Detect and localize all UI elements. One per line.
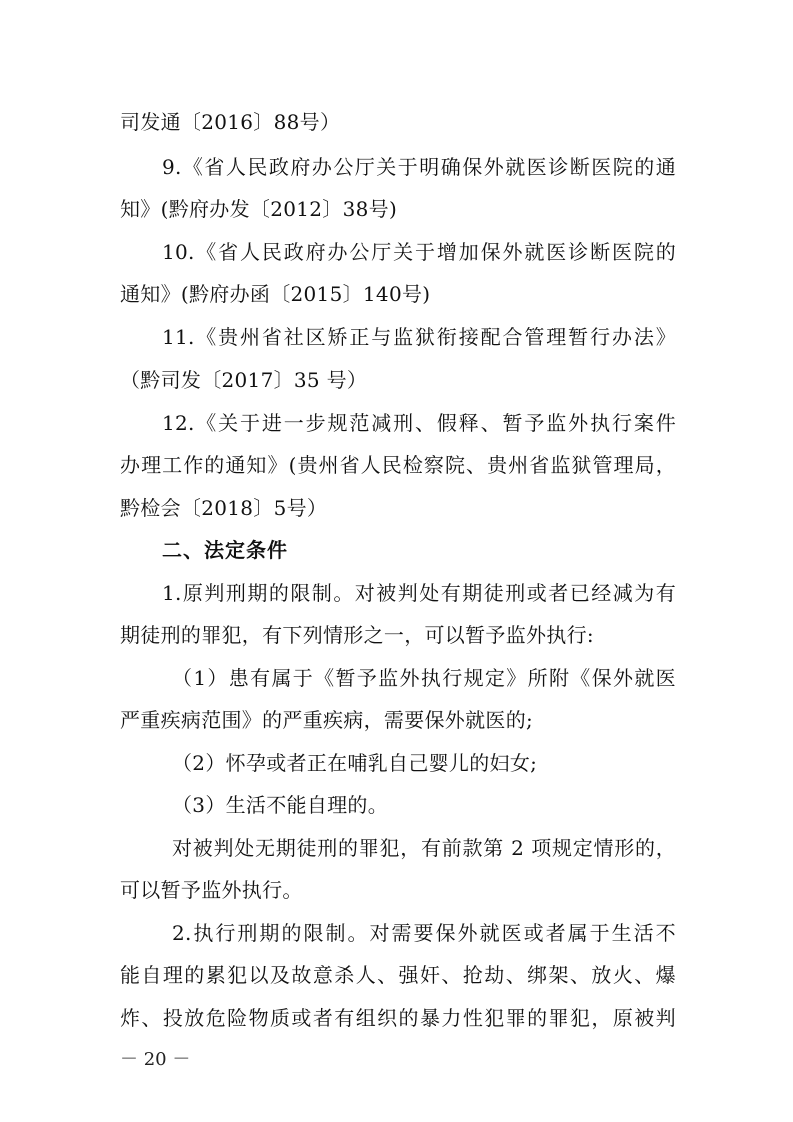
text-line: 办理工作的通知》(贵州省人民检察院、贵州省监狱管理局， (120, 453, 676, 477)
text-line: 知》(黔府办发〔2012〕38号) (120, 197, 398, 221)
text-line: 2.执行刑期的限制。对需要保外就医或者属于生活不 (172, 921, 676, 945)
page-number: － 20 － (120, 1049, 191, 1070)
text-line: 12.《关于进一步规范减刑、假释、暂予监外执行案件 (162, 411, 676, 435)
text-line: 可以暂予监外执行。 (120, 878, 303, 902)
text-line: （1）患有属于《暂予监外执行规定》所附《保外就医 (172, 666, 676, 690)
text-line: （2）怀孕或者正在哺乳自己婴儿的妇女; (172, 751, 538, 775)
text-line: 9.《省人民政府办公厅关于明确保外就医诊断医院的通 (162, 155, 676, 179)
text-line: 炸、投放危险物质或者有组织的暴力性犯罪的罪犯，原被判 (120, 1006, 676, 1030)
text-line: 严重疾病范围》的严重疾病，需要保外就医的; (120, 708, 534, 732)
text-line: 1.原判刑期的限制。对被判处有期徒刑或者已经减为有 (162, 581, 676, 605)
text-line: 10.《省人民政府办公厅关于增加保外就医诊断医院的 (162, 240, 676, 264)
section-heading: 二、法定条件 (162, 538, 288, 562)
text-line: 能自理的累犯以及故意杀人、强奸、抢劫、绑架、放火、爆 (120, 963, 676, 987)
text-line: 11.《贵州省社区矫正与监狱衔接配合管理暂行办法》 (162, 325, 676, 349)
text-line: （3）生活不能自理的。 (172, 793, 389, 817)
text-line: 期徒刑的罪犯，有下列情形之一，可以暂予监外执行: (120, 623, 594, 647)
text-line: 司发通〔2016〕88号） (120, 110, 341, 134)
text-line: 黔检会〔2018〕5号） (120, 496, 328, 520)
text-line: （黔司发〔2017〕35 号） (120, 368, 368, 392)
text-line: 对被判处无期徒刑的罪犯，有前款第 2 项规定情形的， (172, 836, 676, 860)
text-line: 通知》(黔府办函〔2015〕140号) (120, 282, 431, 306)
